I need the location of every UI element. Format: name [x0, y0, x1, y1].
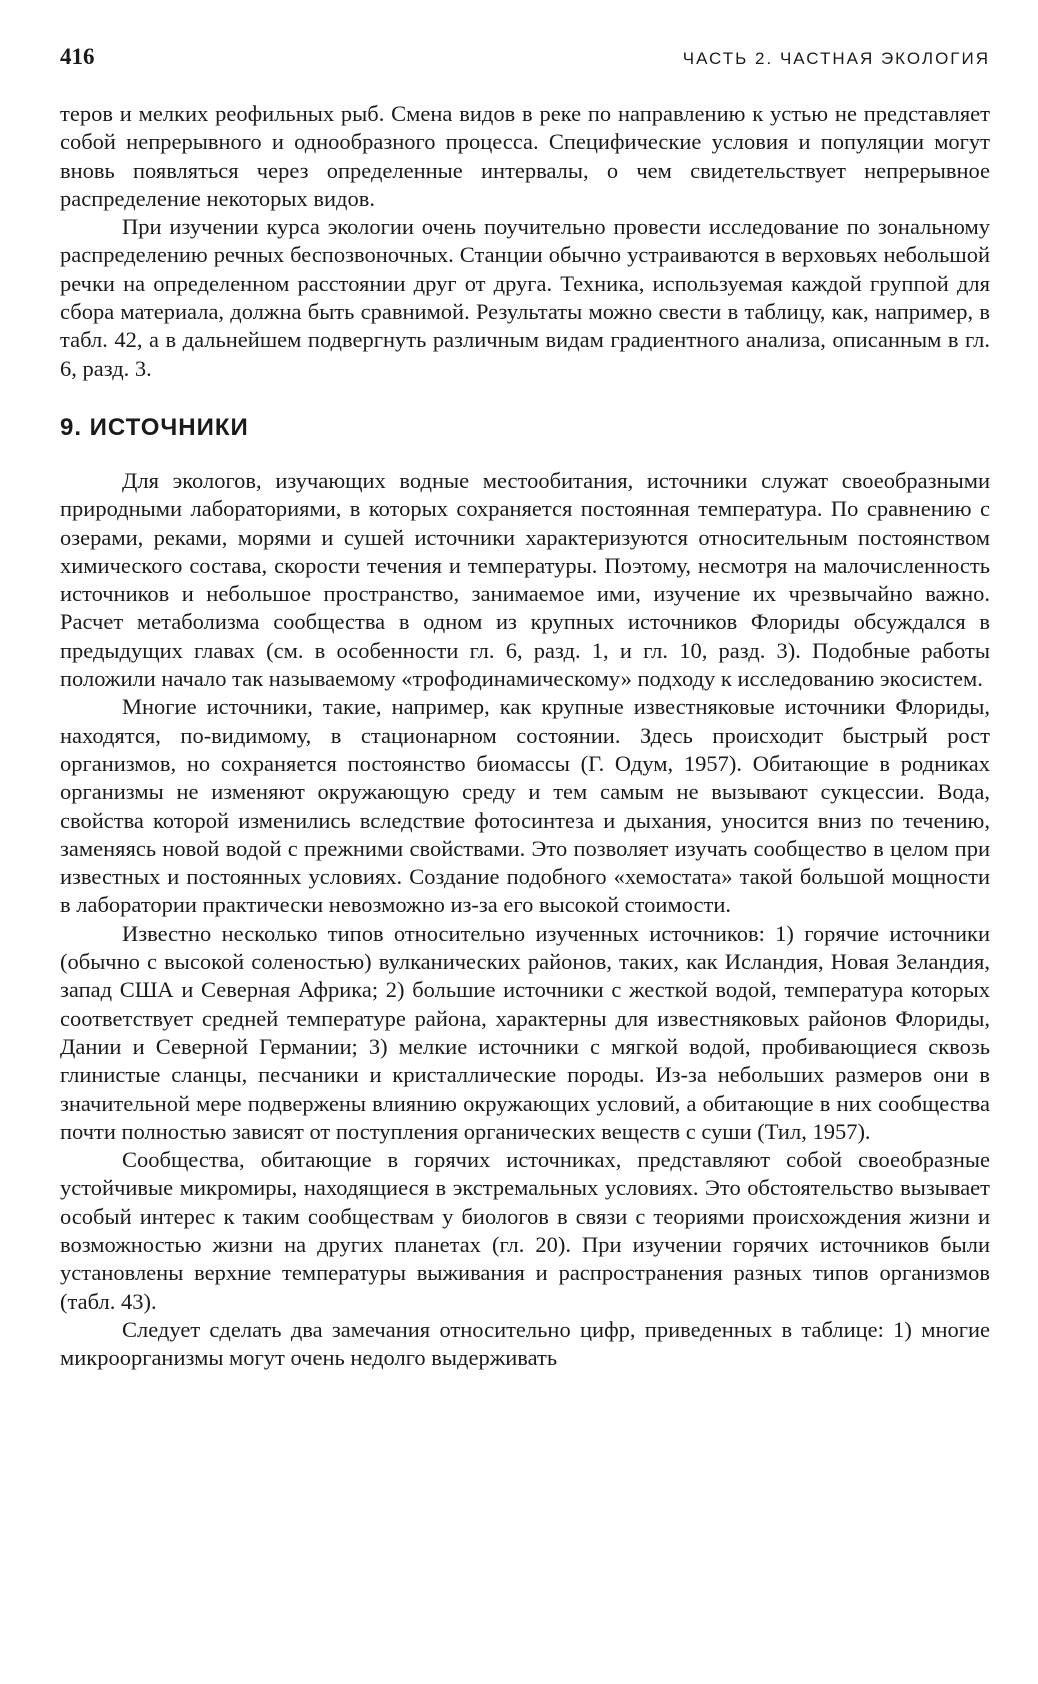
section-heading: 9. ИСТОЧНИКИ: [60, 413, 249, 441]
paragraph-course-study: При изучении курса экологии очень поучительно провести исследование по зональному распределению речных беспозвоночных. Станции обычно устраиваются в верховьях небольшой речки на определенном расстоянии друг от друга. Техника, используемая каждой группой для сбора материала, должна быть сравнимой. Результаты можно свести в таблицу, как, например, в табл. 42, а в дальнейшем подвергнуть различным видам градиентного анализа, описанным в гл. 6, разд. 3.: [60, 214, 990, 381]
paragraph-steady-state: Многие источники, такие, например, как крупные известняковые источники Флориды, находятся, по-видимому, в стационарном состоянии. Здесь происходит быстрый рост организмов, но сохраняется постоянство биомассы (Г. Одум, 1957). Обитающие в родниках организмы не изменяют окружающую среду и тем самым не вызывают сукцессии. Вода, свойства которой изменились вследствие фотосинтеза и дыхания, уносится вниз по течению, заменяясь новой водой с прежними свойствами. Это позволяет изучать сообщество в целом при известных и постоянных условиях. Создание подобного «хемостата» такой большой мощности в лаборатории практически невозможно из-за его высокой стоимости.: [60, 694, 990, 918]
page: [60, 44, 990, 1372]
paragraph-spring-types: Известно несколько типов относительно изученных источников: 1) горячие источники (обычно с высокой соленостью) вулканических районов, таких, как Исландия, Новая Зеландия, запад США и Северная Африка; 2) большие источники с жесткой водой, температура которых соответствует средней температуре района, характерны для известняковых районов Флориды, Дании и Северной Германии; 3) мелкие источники с мягкой водой, пробивающиеся сквозь глинистые сланцы, песчаники и кристаллические породы. Из-за небольших размеров они в значительной мере подвержены влиянию окружающих условий, а обитающие в них сообщества почти полностью зависят от поступления органических веществ с суши (Тил, 1957).: [60, 920, 990, 1144]
paragraph-continuation: теров и мелких реофильных рыб. Смена видов в реке по направлению к устью не представляет собой непрерывного и однообразного процесса. Специфические условия и популяции могут вновь появляться через определенные интервалы, о чем свидетельствует непрерывное распределение некоторых видов.: [60, 101, 990, 211]
paragraph-table-remarks: Следует сделать два замечания относительно цифр, приведенных в таблице: 1) многие микроорганизмы могут очень недолго выдерживать: [60, 1316, 990, 1371]
paragraph-springs-intro: Для экологов, изучающих водные местообитания, источники служат своеобразными природными лабораториями, в которых сохраняется постоянная температура. По сравнению с озерами, реками, морями и сушей источники характеризуются относительным постоянством химического состава, скорости течения и температуры. Поэтому, несмотря на малочисленность источников и небольшое пространство, занимаемое ими, изучение их чрезвычайно важно. Расчет метаболизма сообщества в одном из крупных источников Флориды обсуждался в предыдущих главах (см. в особенности гл. 6, разд. 1, и гл. 10, разд. 3). Подобные работы положили начало так называемому «трофодинамическому» подходу к исследованию экосистем.: [60, 467, 990, 692]
paragraph-hot-springs: Сообщества, обитающие в горячих источниках, представляют собой своеобразные устойчивые микромиры, находящиеся в экстремальных условиях. Это обстоятельство вызывает особый интерес к таким сообществам у биологов в связи с теориями происхождения жизни и возможностью жизни на других планетах (гл. 20). При изучении горячих источников были установлены верхние температуры выживания и распространения разных типов организмов (табл. 43).: [60, 1147, 990, 1314]
page-number: 416: [60, 44, 95, 69]
running-head: [60, 44, 990, 80]
running-title: ЧАСТЬ 2. ЧАСТНАЯ ЭКОЛОГИЯ: [682, 49, 990, 68]
